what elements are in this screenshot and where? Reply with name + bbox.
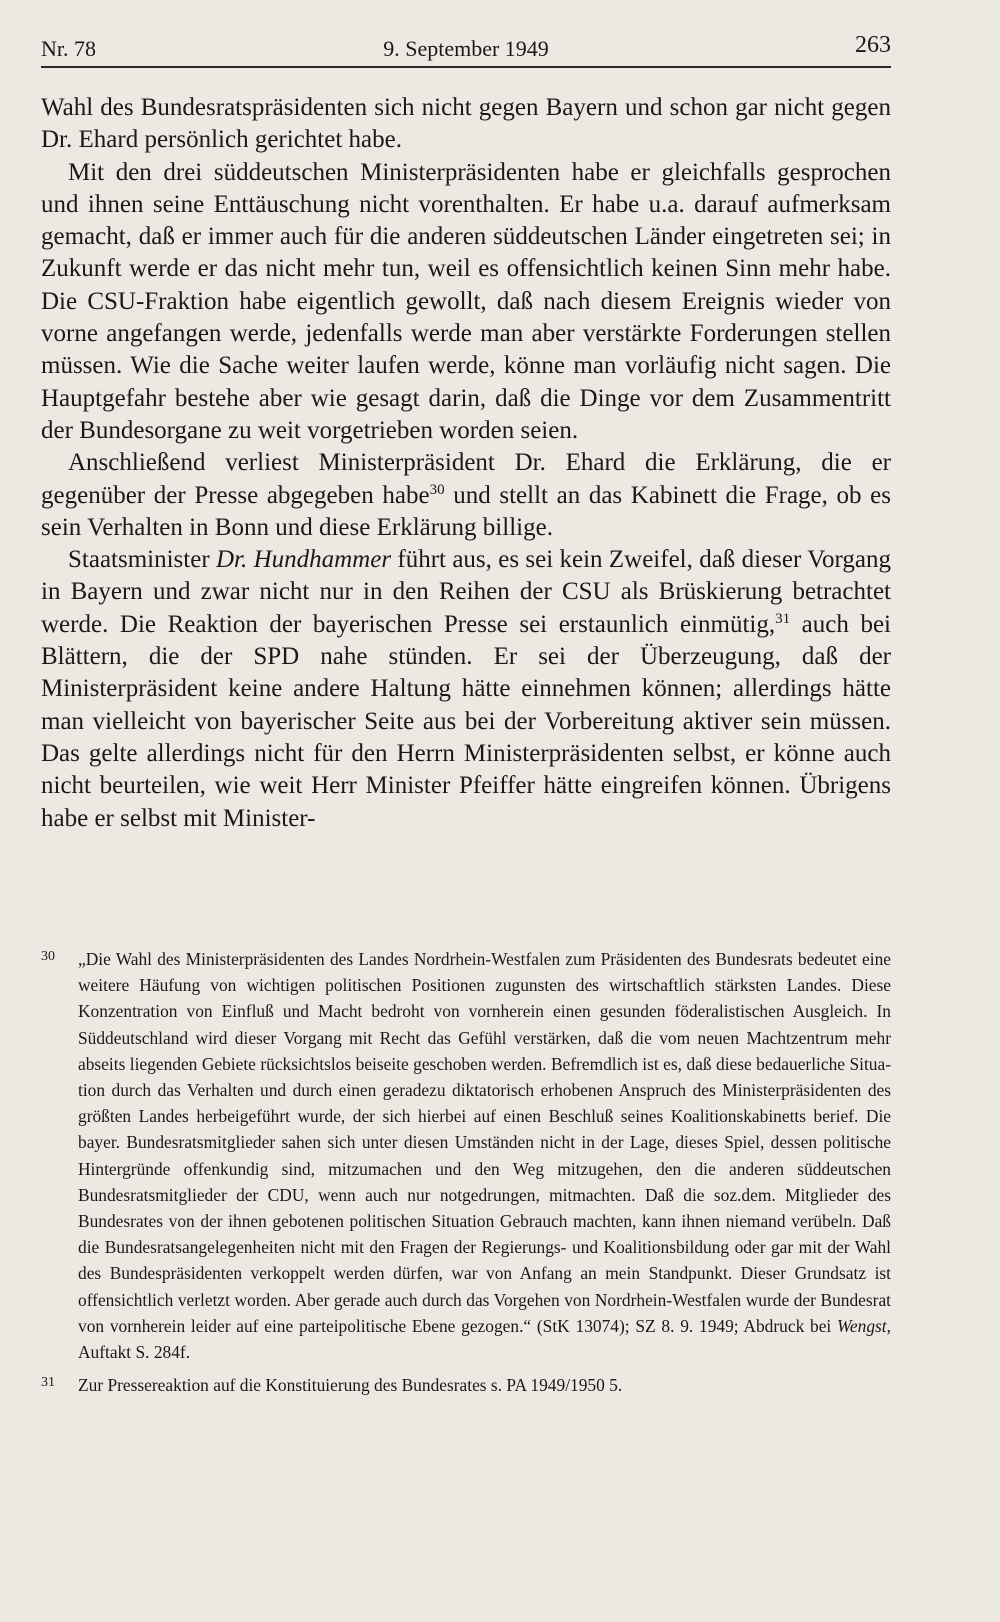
- page-number: 263: [855, 32, 891, 58]
- paragraph-3: [41, 447, 891, 544]
- footnote-31-text: Zur Pressereaktion auf die Konstituierung des Bundesrates s. PA 1949/1950 5.: [78, 1375, 623, 1396]
- document-number: Nr. 78: [41, 36, 96, 61]
- paragraph-1: Wahl des Bundesratspräsidenten sich nicht gegen Bayern und schon gar nicht gegen Dr. Ehard persönlich gerichtet habe.: [41, 94, 891, 154]
- footnote-number: 30: [41, 949, 55, 964]
- footnotes: [41, 946, 891, 1405]
- speaker-name: Dr. Hundhammer: [215, 546, 392, 574]
- paragraph-4-text-a: Staatsminister: [68, 546, 216, 574]
- paragraph-2: Mit den drei süddeutschen Ministerpräsidenten habe er gleichfalls gesprochen und ihnen seine Enttäuschung nicht vorenthalten. Er habe u.a. darauf aufmerksam gemacht, daß er immer auch für die anderen süddeutschen Länder eingetreten sei; in Zukunft werde er das nicht mehr tun, weil es offensichtlich keinen Sinn mehr habe. Die CSU-Fraktion habe eigentlich gewollt, daß nach diesem Ereignis wieder von vorne angefangen werde, jedenfalls werde man aber verstärkte Forderungen stellen müssen. Wie die Sache weiter laufen werde, könne man vorläufig nicht sagen. Die Hauptgefahr bestehe aber wie gesagt darin, daß die Dinge vor dem Zusammentritt der Bundesorgane zu weit vorgetrieben worden seien.: [41, 158, 891, 444]
- footnote-30-text-b: , Auftakt S. 284f.: [78, 1315, 891, 1363]
- paragraph-4-text-c: auch bei Blättern, die der SPD nahe stünden. Er sei der Überzeugung, daß der Ministerpräsident keine andere Haltung hätte einnehmen können; allerdings hätte man vielleicht von bayerischer Seite aus bei der Vorbereitung aktiver sein müssen. Das gelte allerdings nicht für den Herrn Ministerpräsidenten selbst, er könne auch nicht beurteilen, wie weit Herr Minister Pfeiffer hätte eingreifen können. Übrigens habe er selbst mit Minister-: [41, 610, 891, 832]
- footnote-30: [41, 946, 891, 1365]
- footnote-number: 31: [41, 1375, 55, 1391]
- paragraph-4-text-b: führt aus, es sei kein Zweifel, daß dieser Vorgang in Bayern und zwar nicht nur in den Reihen der CSU als Brüskierung betrachtet werde. Die Reaktion der bayerischen Presse sei erstaunlich einmütig,: [41, 546, 892, 638]
- page-header: [41, 28, 891, 68]
- paragraph-3-text-a: Anschließend verliest Ministerpräsident Dr. Ehard die Erklärung, die er gegenüber der Presse abgegeben habe: [41, 449, 891, 509]
- footnote-ref-30[interactable]: 30: [429, 481, 445, 498]
- paragraph-4: [41, 544, 891, 835]
- footnote-ref-31[interactable]: 31: [775, 610, 791, 627]
- footnote-30-text-a: „Die Wahl des Ministerpräsidenten des Landes Nordrhein-Westfalen zum Präsidenten des Bundesrats bedeutet eine weitere Häufung von wichtigen politischen Positionen zugunsten des wirtschaftlich stärksten Landes. Diese Konzentration von Einfluß und Macht bedroht von vornherein einen gesunden föderalistischen Ausgleich. In Süddeutschland wird dieser Vorgang mit Recht das Gefühl verstärken, daß die vom neuen Machtzentrum mehr abseits liegenden Gebiete rücksichtslos beiseite geschoben werden. Befremdlich ist es, daß diese bedauerliche Situation durch das Verhalten und durch einen geradezu diktatorisch erhobenen Anspruch des Ministerpräsidenten des größten Landes herbeigeführt wurde, der sich hierbei auf einen Beschluß seines Koalitionskabinetts berief. Die bayer. Bundesratsmitglieder sahen sich unter diesen Umständen nicht in der Lage, dieses Spiel, dessen politische Hintergründe offenkundig sind, mitzumachen und den Weg mitzugehen, den die anderen süddeutschen Bundesratsmitglieder der CDU, wenn auch nur notgedrungen, mitmachten. Daß die soz.dem. Mitglieder des Bundesrates von der ihnen gebotenen politischen Situation Gebrauch machten, kann ihnen niemand verübeln. Daß die Bundesratsangelegenheiten nicht mit den Fragen der Regierungs- und Koalitionsbildung oder gar mit der Wahl des Bundespräsidenten verkoppelt werden dürfen, war von Anfang an mein Standpunkt. Dieser Grundsatz ist offensichtlich verletzt worden. Aber gerade auch durch das Vorgehen von Nordrhein-Westfalen wurde der Bundesrat von vornherein leider auf eine parteipolitische Ebene gezogen.“ (StK 13074); SZ 8. 9. 1949; Abdruck bei: [78, 949, 891, 1336]
- footnote-30-author: Wengst: [837, 1315, 887, 1336]
- body-text: [41, 92, 891, 835]
- paragraph-3-text-b: und stellt an das Kabinett die Frage, ob es sein Verhalten in Bonn und diese Erklärung billige.: [41, 481, 891, 541]
- footnote-31: [41, 1372, 891, 1398]
- header-date: 9. September 1949: [383, 36, 549, 61]
- header-rule: [41, 66, 891, 68]
